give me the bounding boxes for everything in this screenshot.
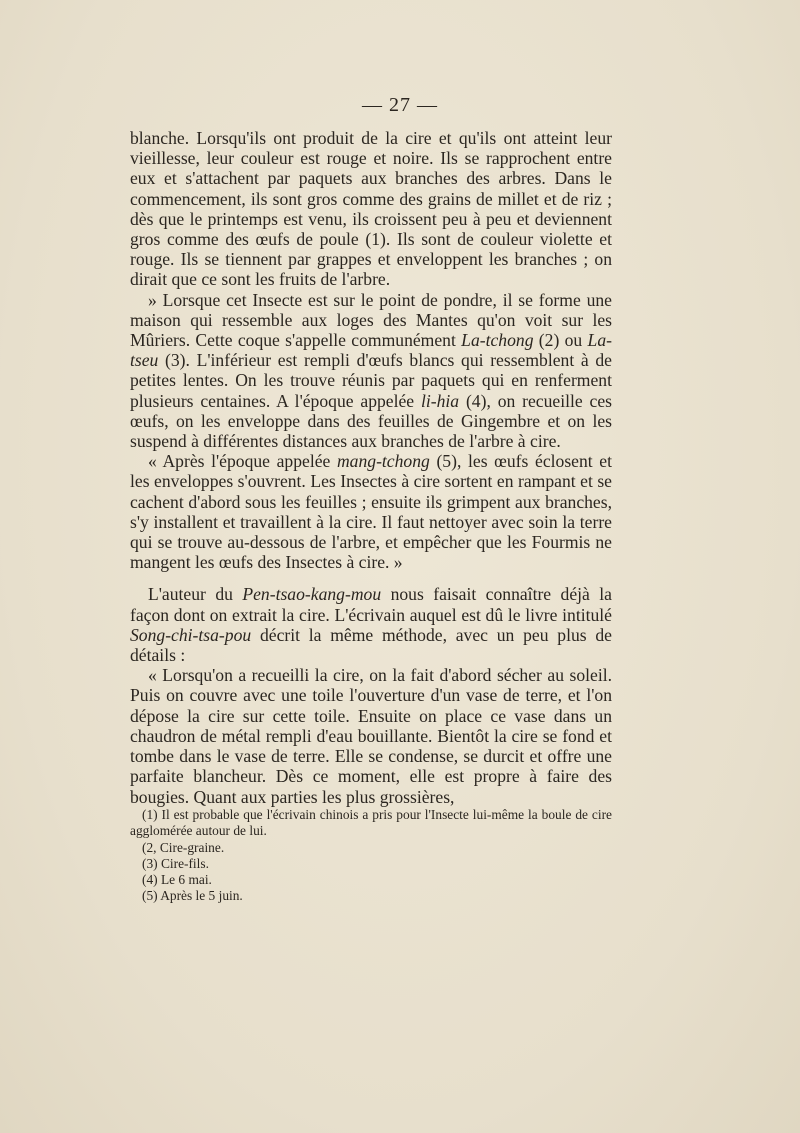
text-run: « Lorsqu'on a recueilli la cire, on la fait d'abord sécher au soleil. Puis on couvre avec une toile l'ouverture d'un vase de terre, et l'on dépose la cire sur cette toile. Ensuite on place ce vase dans un chaudron de métal rempli d'eau bouillante. Bientôt la cire se fond et tombe dans le vase de terre. Elle se condense, se durcit et offre une parfaite blancheur. Dès ce moment, elle est propre à faire des bougies. Quant aux parties les plus grossières, [130, 665, 612, 807]
footnote-2: (2, Cire-graine. [142, 839, 225, 855]
paragraph-1 [130, 128, 612, 290]
text-run: blanche. Lorsqu'ils ont produit de la cire et qu'ils ont atteint leur vieillesse, leur couleur est rouge et noire. Ils se rapprochent entre eux et s'attachent par paquets aux branches des arbres. Dans le commencement, ils sont gros comme des grains de millet et de riz ; dès que le printemps est venu, ils croissent peu à peu et deviennent gros comme des œufs de poule (1). Ils sont de couleur violette et rouge. Ils se tiennent par grappes et enveloppent les branches ; on dirait que ce sont les fruits de l'arbre. [130, 128, 612, 290]
footnotes [130, 807, 612, 905]
italic-term: Song-chi-tsa-pou [130, 624, 252, 645]
text-run: (3). L'inférieur est rempli d'œufs blancs qui ressemblent à de petites lentes. On les trouve réunis par paquets qui en renferment plusieurs centaines. A l'époque appelée [130, 350, 612, 411]
italic-term: La-tseu [130, 330, 612, 371]
italic-term: li-hia [420, 390, 460, 411]
footnote-4: (4) Le 6 mai. [142, 872, 212, 888]
body-text [130, 128, 612, 807]
paragraph-2 [130, 290, 612, 452]
paragraph-4 [130, 584, 612, 665]
footnote-3: (3) Cire-fils. [142, 855, 209, 871]
paragraph-3 [130, 451, 612, 572]
text-run: décrit la même méthode, avec un peu plus de détails : [130, 624, 612, 666]
text-run: » Lorsque cet Insecte est sur le point de pondre, il se forme une maison qui ressemble aux loges des Mantes qu'on voit sur les Mûriers. Cette coque s'appelle communément [130, 289, 612, 351]
italic-term: La-tchong [461, 330, 534, 351]
footnote-5: (5) Après le 5 juin. [142, 888, 243, 904]
italic-term: mang-tchong [336, 451, 430, 472]
footnote-1: (1) Il est probable que l'écrivain chinois a pris pour l'Insecte lui-même la boule de cire agglomérée autour de lui. [130, 807, 612, 839]
text-run: nous faisait connaître déjà la façon dont on extrait la cire. L'écrivain auquel est dû le livre intitulé [130, 584, 612, 625]
text-run: L'auteur du [148, 584, 243, 605]
text-run: (5), les œufs éclosent et les enveloppes s'ouvrent. Les Insectes à cire sortent en rampant et se cachent d'abord sous les feuilles ; ensuite ils grimpent aux branches, s'y installent et travaillent à la cire. Il faut nettoyer avec soin la terre qui se trouve au-dessous de l'arbre, et empêcher que les Fourmis ne mangent les œufs des Insectes à cire. » [130, 451, 612, 573]
text-run: (2) ou [533, 330, 588, 351]
text-run: « Après l'époque appelée [148, 451, 337, 472]
text-run: (4), on recueille ces œufs, on les enveloppe dans des feuilles de Gingembre et on les suspend à différentes distances aux branches de l'arbre à cire. [130, 390, 613, 452]
paragraph-5 [130, 665, 612, 806]
page-number: — 27 — [362, 94, 438, 116]
italic-term: Pen-tsao-kang-mou [242, 584, 382, 605]
